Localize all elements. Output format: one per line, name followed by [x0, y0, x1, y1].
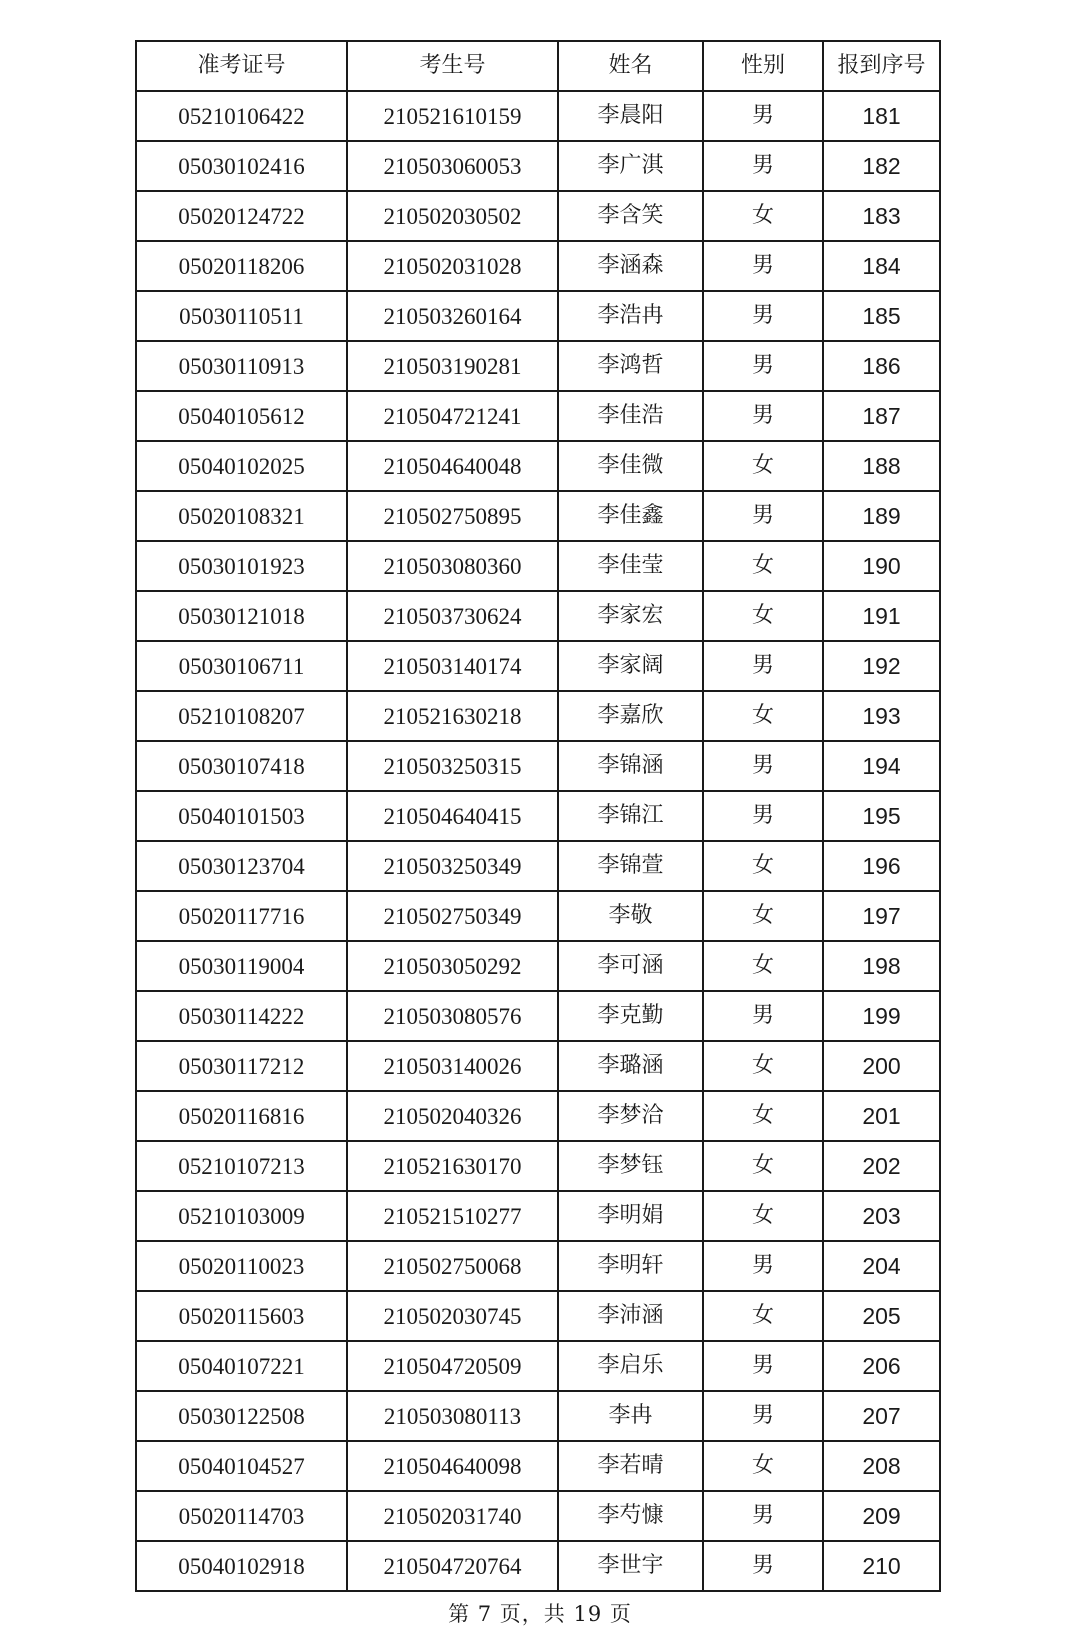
cell-candidate-number: 210504721241 — [347, 391, 558, 441]
cell-registration-serial: 201 — [823, 1091, 940, 1141]
table-row — [136, 1291, 940, 1341]
cell-registration-serial: 198 — [823, 941, 940, 991]
header-gender: 性别 — [703, 41, 823, 91]
table-row — [136, 491, 940, 541]
cell-name: 李梦钰 — [558, 1141, 703, 1191]
cell-registration-serial: 190 — [823, 541, 940, 591]
table-row — [136, 91, 940, 141]
cell-gender: 男 — [703, 491, 823, 541]
cell-registration-serial: 184 — [823, 241, 940, 291]
cell-candidate-number: 210503080113 — [347, 1391, 558, 1441]
header-exam-ticket-number: 准考证号 — [136, 41, 347, 91]
cell-name: 李梦洽 — [558, 1091, 703, 1141]
table-row — [136, 1391, 940, 1441]
cell-exam-ticket-number: 05040102918 — [136, 1541, 347, 1591]
table-row — [136, 791, 940, 841]
cell-name: 李家阔 — [558, 641, 703, 691]
cell-exam-ticket-number: 05040107221 — [136, 1341, 347, 1391]
cell-registration-serial: 202 — [823, 1141, 940, 1191]
cell-gender: 女 — [703, 591, 823, 641]
cell-exam-ticket-number: 05020108321 — [136, 491, 347, 541]
cell-candidate-number: 210503140026 — [347, 1041, 558, 1091]
cell-gender: 女 — [703, 541, 823, 591]
cell-name: 李佳莹 — [558, 541, 703, 591]
table-row — [136, 341, 940, 391]
table-row — [136, 691, 940, 741]
table-row — [136, 541, 940, 591]
cell-exam-ticket-number: 05030106711 — [136, 641, 347, 691]
table-row — [136, 941, 940, 991]
cell-candidate-number: 210503250349 — [347, 841, 558, 891]
cell-registration-serial: 185 — [823, 291, 940, 341]
cell-gender: 女 — [703, 1091, 823, 1141]
cell-registration-serial: 186 — [823, 341, 940, 391]
cell-candidate-number: 210503190281 — [347, 341, 558, 391]
cell-gender: 男 — [703, 391, 823, 441]
cell-exam-ticket-number: 05210106422 — [136, 91, 347, 141]
cell-exam-ticket-number: 05020115603 — [136, 1291, 347, 1341]
cell-name: 李启乐 — [558, 1341, 703, 1391]
cell-exam-ticket-number: 05030123704 — [136, 841, 347, 891]
table-row — [136, 1141, 940, 1191]
cell-gender: 男 — [703, 241, 823, 291]
cell-exam-ticket-number: 05040102025 — [136, 441, 347, 491]
cell-registration-serial: 209 — [823, 1491, 940, 1541]
cell-exam-ticket-number: 05030110913 — [136, 341, 347, 391]
cell-exam-ticket-number: 05030101923 — [136, 541, 347, 591]
cell-name: 李佳鑫 — [558, 491, 703, 541]
cell-gender: 女 — [703, 1041, 823, 1091]
cell-candidate-number: 210504720764 — [347, 1541, 558, 1591]
cell-candidate-number: 210503260164 — [347, 291, 558, 341]
cell-exam-ticket-number: 05030110511 — [136, 291, 347, 341]
cell-exam-ticket-number: 05040101503 — [136, 791, 347, 841]
cell-exam-ticket-number: 05020118206 — [136, 241, 347, 291]
table-row — [136, 841, 940, 891]
cell-candidate-number: 210503050292 — [347, 941, 558, 991]
table-row — [136, 1341, 940, 1391]
cell-candidate-number: 210521630170 — [347, 1141, 558, 1191]
cell-registration-serial: 188 — [823, 441, 940, 491]
cell-candidate-number: 210503080360 — [347, 541, 558, 591]
cell-candidate-number: 210502030502 — [347, 191, 558, 241]
cell-name: 李明轩 — [558, 1241, 703, 1291]
cell-name: 李嘉欣 — [558, 691, 703, 741]
cell-name: 李沛涵 — [558, 1291, 703, 1341]
cell-registration-serial: 205 — [823, 1291, 940, 1341]
cell-registration-serial: 192 — [823, 641, 940, 691]
cell-name: 李佳微 — [558, 441, 703, 491]
cell-name: 李锦涵 — [558, 741, 703, 791]
cell-gender: 男 — [703, 91, 823, 141]
header-candidate-number: 考生号 — [347, 41, 558, 91]
cell-name: 李敬 — [558, 891, 703, 941]
cell-gender: 女 — [703, 1291, 823, 1341]
cell-exam-ticket-number: 05020117716 — [136, 891, 347, 941]
table-row — [136, 291, 940, 341]
cell-gender: 男 — [703, 341, 823, 391]
cell-registration-serial: 182 — [823, 141, 940, 191]
cell-candidate-number: 210521510277 — [347, 1191, 558, 1241]
table-row — [136, 1241, 940, 1291]
cell-candidate-number: 210502750895 — [347, 491, 558, 541]
cell-name: 李含笑 — [558, 191, 703, 241]
cell-candidate-number: 210504720509 — [347, 1341, 558, 1391]
cell-gender: 男 — [703, 291, 823, 341]
cell-exam-ticket-number: 05210107213 — [136, 1141, 347, 1191]
cell-name: 李锦萱 — [558, 841, 703, 891]
cell-name: 李浩冉 — [558, 291, 703, 341]
table-row — [136, 1091, 940, 1141]
cell-name: 李鸿哲 — [558, 341, 703, 391]
cell-exam-ticket-number: 05030122508 — [136, 1391, 347, 1441]
cell-registration-serial: 193 — [823, 691, 940, 741]
cell-gender: 女 — [703, 941, 823, 991]
cell-registration-serial: 196 — [823, 841, 940, 891]
table-row — [136, 991, 940, 1041]
cell-name: 李广淇 — [558, 141, 703, 191]
cell-name: 李克勤 — [558, 991, 703, 1041]
cell-name: 李可涵 — [558, 941, 703, 991]
cell-registration-serial: 191 — [823, 591, 940, 641]
cell-exam-ticket-number: 05210103009 — [136, 1191, 347, 1241]
cell-candidate-number: 210521610159 — [347, 91, 558, 141]
table-row — [136, 1041, 940, 1091]
cell-gender: 男 — [703, 991, 823, 1041]
table-row — [136, 1541, 940, 1591]
table-row — [136, 441, 940, 491]
cell-name: 李佳浩 — [558, 391, 703, 441]
table-row — [136, 241, 940, 291]
table-row — [136, 391, 940, 441]
cell-candidate-number: 210504640098 — [347, 1441, 558, 1491]
cell-exam-ticket-number: 05030114222 — [136, 991, 347, 1041]
cell-exam-ticket-number: 05030119004 — [136, 941, 347, 991]
cell-candidate-number: 210503730624 — [347, 591, 558, 641]
cell-exam-ticket-number: 05020110023 — [136, 1241, 347, 1291]
cell-name: 李芍慷 — [558, 1491, 703, 1541]
cell-gender: 女 — [703, 191, 823, 241]
cell-registration-serial: 183 — [823, 191, 940, 241]
cell-gender: 男 — [703, 1341, 823, 1391]
cell-gender: 男 — [703, 1241, 823, 1291]
cell-registration-serial: 210 — [823, 1541, 940, 1591]
cell-registration-serial: 187 — [823, 391, 940, 441]
cell-gender: 女 — [703, 891, 823, 941]
registration-table — [135, 40, 941, 1592]
cell-candidate-number: 210502750349 — [347, 891, 558, 941]
cell-name: 李晨阳 — [558, 91, 703, 141]
cell-candidate-number: 210503250315 — [347, 741, 558, 791]
cell-exam-ticket-number: 05020116816 — [136, 1091, 347, 1141]
cell-candidate-number: 210502040326 — [347, 1091, 558, 1141]
cell-name: 李世宇 — [558, 1541, 703, 1591]
cell-name: 李涵森 — [558, 241, 703, 291]
cell-registration-serial: 203 — [823, 1191, 940, 1241]
table-row — [136, 891, 940, 941]
table-row — [136, 1191, 940, 1241]
cell-registration-serial: 206 — [823, 1341, 940, 1391]
cell-candidate-number: 210502030745 — [347, 1291, 558, 1341]
table-row — [136, 191, 940, 241]
header-registration-serial: 报到序号 — [823, 41, 940, 91]
cell-gender: 女 — [703, 1441, 823, 1491]
cell-exam-ticket-number: 05020114703 — [136, 1491, 347, 1541]
cell-candidate-number: 210504640048 — [347, 441, 558, 491]
cell-gender: 男 — [703, 1491, 823, 1541]
cell-gender: 女 — [703, 1141, 823, 1191]
cell-registration-serial: 197 — [823, 891, 940, 941]
cell-candidate-number: 210504640415 — [347, 791, 558, 841]
cell-exam-ticket-number: 05030102416 — [136, 141, 347, 191]
cell-exam-ticket-number: 05040105612 — [136, 391, 347, 441]
cell-gender: 男 — [703, 1541, 823, 1591]
table-row — [136, 591, 940, 641]
cell-gender: 男 — [703, 791, 823, 841]
table-row — [136, 741, 940, 791]
cell-name: 李若晴 — [558, 1441, 703, 1491]
cell-exam-ticket-number: 05030107418 — [136, 741, 347, 791]
cell-exam-ticket-number: 05040104527 — [136, 1441, 347, 1491]
header-name: 姓名 — [558, 41, 703, 91]
cell-registration-serial: 189 — [823, 491, 940, 541]
cell-name: 李锦江 — [558, 791, 703, 841]
cell-candidate-number: 210503140174 — [347, 641, 558, 691]
page-footer: 第 7 页，共 19 页 — [448, 1602, 632, 1626]
cell-registration-serial: 207 — [823, 1391, 940, 1441]
cell-exam-ticket-number: 05030117212 — [136, 1041, 347, 1091]
cell-gender: 女 — [703, 691, 823, 741]
cell-candidate-number: 210502031028 — [347, 241, 558, 291]
table-row — [136, 1441, 940, 1491]
cell-gender: 男 — [703, 141, 823, 191]
table-row — [136, 641, 940, 691]
cell-gender: 男 — [703, 1391, 823, 1441]
cell-candidate-number: 210521630218 — [347, 691, 558, 741]
cell-name: 李冉 — [558, 1391, 703, 1441]
cell-candidate-number: 210503080576 — [347, 991, 558, 1041]
cell-gender: 男 — [703, 741, 823, 791]
table-header-row — [136, 41, 940, 91]
cell-registration-serial: 208 — [823, 1441, 940, 1491]
cell-gender: 男 — [703, 641, 823, 691]
cell-registration-serial: 199 — [823, 991, 940, 1041]
cell-gender: 女 — [703, 841, 823, 891]
cell-candidate-number: 210502750068 — [347, 1241, 558, 1291]
cell-gender: 女 — [703, 441, 823, 491]
cell-registration-serial: 181 — [823, 91, 940, 141]
cell-exam-ticket-number: 05020124722 — [136, 191, 347, 241]
cell-registration-serial: 200 — [823, 1041, 940, 1091]
cell-name: 李明娟 — [558, 1191, 703, 1241]
cell-name: 李家宏 — [558, 591, 703, 641]
cell-candidate-number: 210503060053 — [347, 141, 558, 191]
cell-exam-ticket-number: 05210108207 — [136, 691, 347, 741]
cell-registration-serial: 194 — [823, 741, 940, 791]
table-row — [136, 1491, 940, 1541]
table-body — [136, 91, 940, 1591]
cell-candidate-number: 210502031740 — [347, 1491, 558, 1541]
cell-registration-serial: 204 — [823, 1241, 940, 1291]
cell-name: 李璐涵 — [558, 1041, 703, 1091]
cell-registration-serial: 195 — [823, 791, 940, 841]
cell-exam-ticket-number: 05030121018 — [136, 591, 347, 641]
cell-gender: 女 — [703, 1191, 823, 1241]
table-row — [136, 141, 940, 191]
